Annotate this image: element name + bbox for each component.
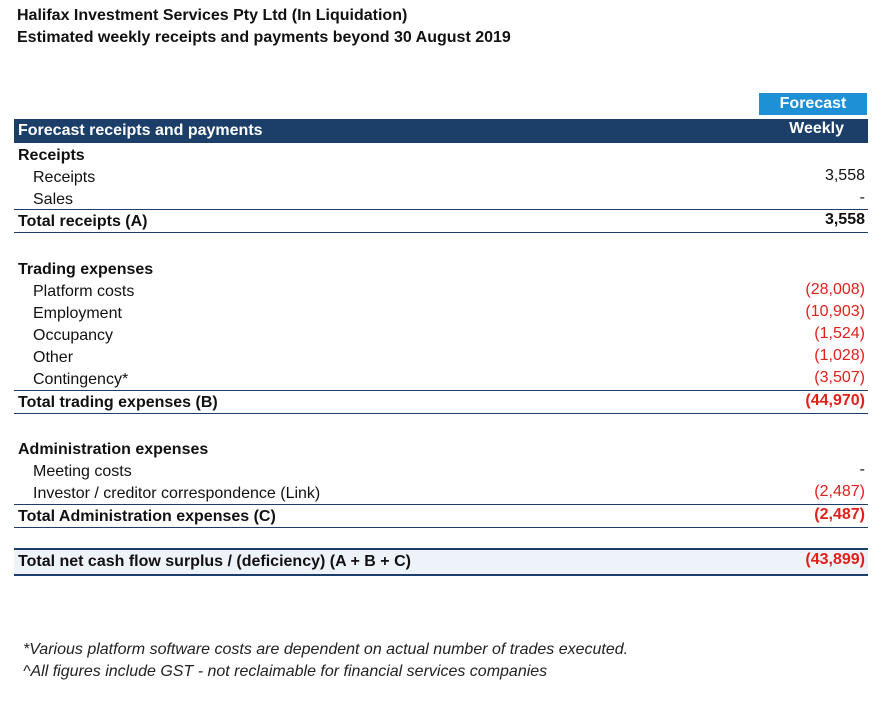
row-label: Receipts — [33, 169, 96, 186]
row-label: Meeting costs — [33, 463, 132, 480]
admin-heading: Administration expenses — [18, 441, 209, 458]
report-subtitle: Estimated weekly receipts and payments beyond 30 August 2019 — [17, 29, 511, 46]
section-header-label: Forecast receipts and payments — [18, 122, 263, 139]
row-label: Occupancy — [33, 327, 114, 344]
row-label: Sales — [33, 191, 74, 208]
weekly-column-label: Weekly — [789, 120, 844, 137]
table-row — [14, 280, 868, 302]
row-value: (28,008) — [805, 281, 865, 298]
forecast-column-label: Forecast — [759, 93, 867, 115]
net-total-value: (43,899) — [805, 551, 865, 568]
table-row — [14, 460, 868, 482]
table-row — [14, 368, 868, 390]
row-value: (3,507) — [814, 369, 865, 386]
row-value: (1,028) — [814, 347, 865, 364]
footnote-gst: ^All figures include GST - not reclaimable for financial services companies — [23, 663, 548, 680]
trading-heading-row — [14, 258, 868, 280]
row-value: - — [859, 461, 865, 478]
total-value: (2,487) — [814, 506, 865, 523]
total-label: Total Administration expenses (C) — [18, 508, 276, 525]
total-value: 3,558 — [824, 211, 865, 228]
company-title: Halifax Investment Services Pty Ltd (In Liquidation) — [17, 7, 408, 24]
total-label: Total receipts (A) — [18, 213, 148, 230]
table-row — [14, 188, 868, 210]
row-value: 3,558 — [824, 167, 865, 184]
table-row — [14, 346, 868, 368]
footnote-platform-costs: *Various platform software costs are dependent on actual number of trades executed. — [23, 641, 629, 658]
table-row — [14, 302, 868, 324]
receipts-heading-row — [14, 144, 868, 166]
row-value: - — [859, 189, 865, 206]
row-value: (2,487) — [814, 483, 865, 500]
row-label: Investor / creditor correspondence (Link) — [33, 485, 321, 502]
net-total-label: Total net cash flow surplus / (deficiency) (A + B + C) — [18, 553, 411, 570]
total-value: (44,970) — [805, 392, 865, 409]
table-row — [14, 482, 868, 504]
table-row — [14, 324, 868, 346]
row-label: Contingency* — [33, 371, 129, 388]
row-label: Platform costs — [33, 283, 135, 300]
row-value: (10,903) — [805, 303, 865, 320]
row-label: Other — [33, 349, 74, 366]
total-trading-row — [14, 390, 868, 414]
table-header-bar — [14, 119, 868, 143]
total-receipts-row — [14, 209, 868, 233]
trading-heading: Trading expenses — [18, 261, 154, 278]
row-label: Employment — [33, 305, 122, 322]
receipts-heading: Receipts — [18, 147, 85, 164]
net-cash-flow-row — [14, 548, 868, 576]
total-admin-row — [14, 504, 868, 528]
row-value: (1,524) — [814, 325, 865, 342]
total-label: Total trading expenses (B) — [18, 394, 218, 411]
admin-heading-row — [14, 438, 868, 460]
table-row — [14, 166, 868, 188]
